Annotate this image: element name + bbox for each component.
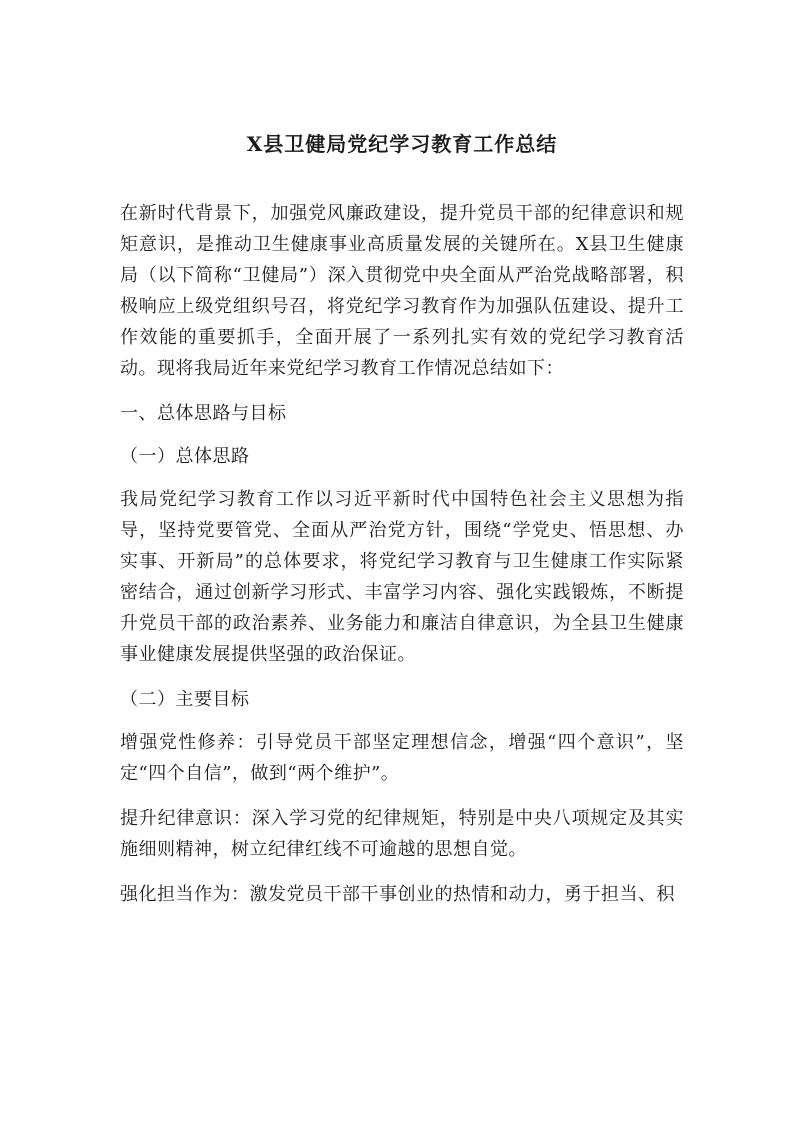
- intro-paragraph: 在新时代背景下，加强党风廉政建设，提升党员干部的纪律意识和规矩意识，是推动卫生健康事业高质量发展的关键所在。X县卫生健康局（以下简称“卫健局”）深入贯彻党中央全面从严治党战略部署，积极响应上级党组织号召，将党纪学习教育作为加强队伍建设、提升工作效能的重要抓手，全面开展了一系列扎实有效的党纪学习教育活动。现将我局近年来党纪学习教育工作情况总结如下：: [120, 203, 684, 379]
- document-body: [120, 198, 684, 924]
- goal-paragraph-2: 提升纪律意识：深入学习党的纪律规矩，特别是中央八项规定及其实施细则精神，树立纪律红线不可逾越的思想自觉。: [120, 808, 684, 860]
- subsection-heading-1: （一）总体思路: [120, 446, 250, 467]
- goal-paragraph-1: 增强党性修养：引导党员干部坚定理想信念，增强“四个意识”，坚定“四个自信”，做到“两个维护”。: [120, 732, 684, 784]
- section-heading-1: 一、总体思路与目标: [120, 403, 287, 424]
- subsection-heading-2: （二）主要目标: [120, 689, 250, 710]
- document-title: X县卫健局党纪学习教育工作总结: [246, 132, 558, 156]
- goal-paragraph-3: 强化担当作为：激发党员干部干事创业的热情和动力，勇于担当、积: [120, 884, 675, 905]
- overall-approach-paragraph: 我局党纪学习教育工作以习近平新时代中国特色社会主义思想为指导，坚持党要管党、全面从严治党方针，围绕“学党史、悟思想、办实事、开新局”的总体要求，将党纪学习教育与卫生健康工作实际紧密结合，通过创新学习形式、丰富学习内容、强化实践锻炼，不断提升党员干部的政治素养、业务能力和廉洁自律意识，为全县卫生健康事业健康发展提供坚强的政治保证。: [120, 489, 684, 665]
